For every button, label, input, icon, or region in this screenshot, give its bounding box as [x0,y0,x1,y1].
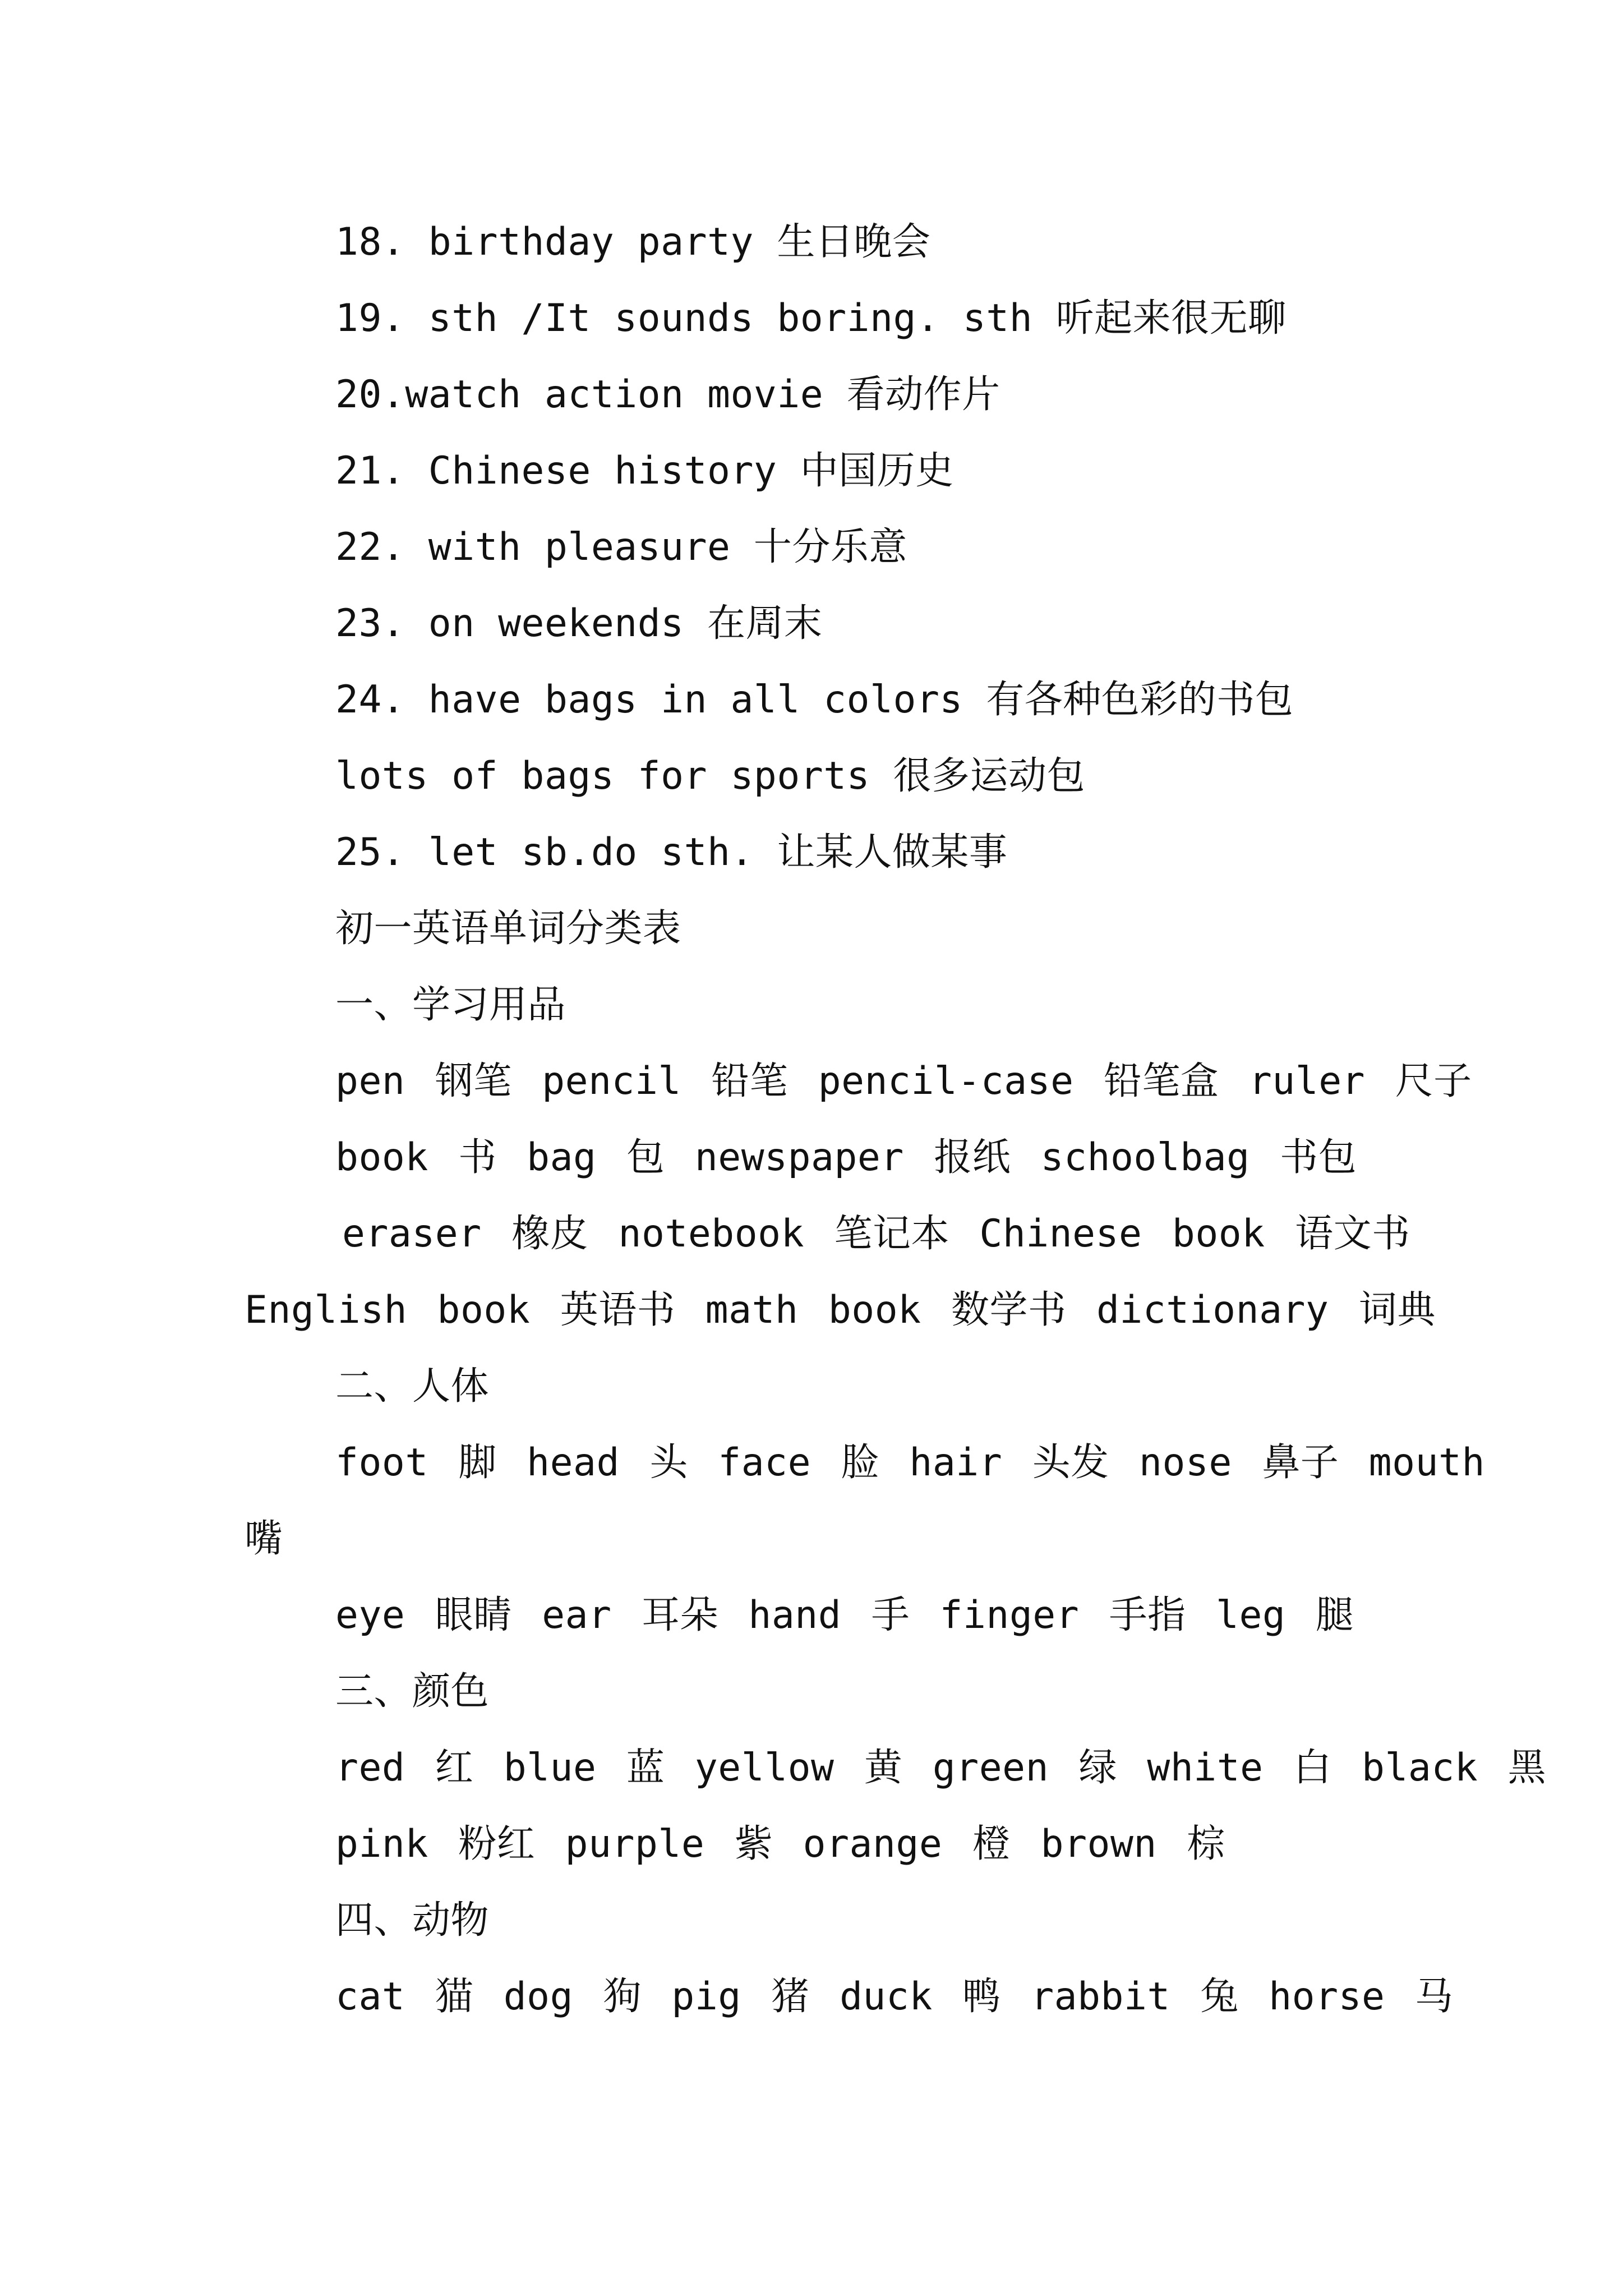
vocab-line-21: 21. Chinese history 中国历史 [335,449,954,493]
vocab-line-22: 22. with pleasure 十分乐意 [335,525,907,569]
colors-line-1: red 红 blue 蓝 yellow 黄 green 绿 white 白 black 黑 [335,1746,1547,1790]
vocab-line-19: 19. sth /It sounds boring. sth 听起来很无聊 [335,296,1287,341]
vocab-line-24: 24. have bags in all colors 有各种色彩的书包 [335,678,1294,722]
colors-line-2: pink 粉红 purple 紫 orange 橙 brown 棕 [335,1822,1225,1866]
animals-line-1: cat 猫 dog 狗 pig 猪 duck 鸭 rabbit 兔 horse 马 [335,1975,1454,2019]
heading-school-supplies: 一、学习用品 [335,983,566,1027]
vocab-line-23: 23. on weekends 在周末 [335,601,823,646]
body-parts-line-1-wrap: 嘴 [245,1517,283,1561]
heading-animals: 四、动物 [335,1898,490,1943]
vocab-line-18: 18. birthday party 生日晚会 [335,220,931,264]
school-supplies-line-1: pen 钢笔 pencil 铅笔 pencil-case 铅笔盒 ruler 尺子 [335,1059,1472,1103]
vocab-line-20: 20.watch action movie 看动作片 [335,372,1000,417]
vocab-line-25: 25. let sb.do sth. 让某人做某事 [335,830,1008,875]
school-supplies-line-3: eraser 橡皮 notebook 笔记本 Chinese book 语文书 [342,1212,1410,1256]
school-supplies-line-2: book 书 bag 包 newspaper 报纸 schoolbag 书包 [335,1135,1357,1180]
heading-body-parts: 二、人体 [335,1364,490,1409]
vocab-line-24-cont: lots of bags for sports 很多运动包 [335,754,1086,798]
body-parts-line-2: eye 眼睛 ear 耳朵 hand 手 finger 手指 leg 腿 [335,1593,1354,1637]
school-supplies-line-4: English book 英语书 math book 数学书 dictionary 词典 [245,1288,1436,1332]
section-title: 初一英语单词分类表 [335,907,681,951]
heading-colors: 三、颜色 [335,1669,490,1714]
body-parts-line-1: foot 脚 head 头 face 脸 hair 头发 nose 鼻子 mouth [335,1441,1485,1485]
